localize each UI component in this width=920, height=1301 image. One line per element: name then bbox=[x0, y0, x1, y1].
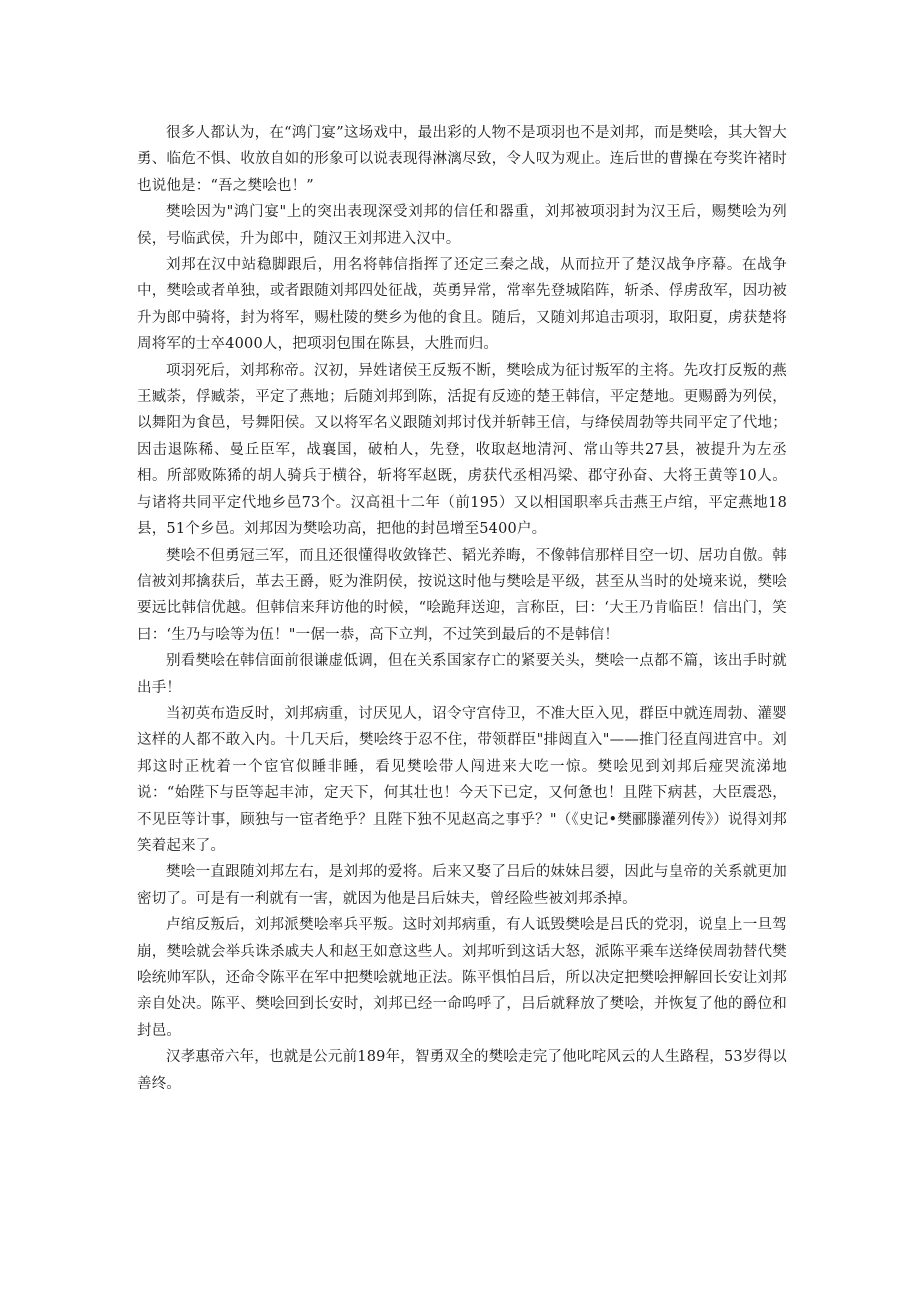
paragraph: 汉孝惠帝六年，也就是公元前189年，智勇双全的樊哙走完了他叱咤风云的人生路程，53岁得以善终。 bbox=[137, 1049, 787, 1092]
paragraph: 当初英布造反时，刘邦病重，讨厌见人，诏令守宫侍卫，不准大臣入见，群臣中就连周勃、灌婴这样的人都不敢入内。十几天后，樊哙终于忍不住，带领群臣"排闼直入"——推门径直闯进宫中。刘邦这时正枕着一个宦官似睡非睡，看见樊哙带人闯进来大吃一惊。樊哙见到刘邦后痖哭流涕地说：“始陛下与臣等起丰沛，定天下，何其壮也！今天下已定，又何惫也！且陛下病甚，大臣震恐，不见臣等计事，顾独与一宦者绝乎？且陛下独不见赵高之事乎？"（《史记•樊郦滕灌列传》）说得刘邦笑着起来了。 bbox=[137, 705, 787, 854]
paragraph: 别看樊哙在韩信面前很谦虚低调，但在关系国家存亡的紧要关头，樊哙一点都不篇，该出手时就出手！ bbox=[137, 653, 787, 696]
article-body bbox=[137, 120, 787, 1097]
paragraph: 卢绾反叛后，刘邦派樊哙率兵平叛。这时刘邦病重，有人诋毁樊哙是吕氏的党羽，说皇上一旦驾崩，樊哙就会举兵诛杀戚夫人和赵王如意这些人。刘邦听到这话大怒，派陈平乘车送绛侯周勃替代樊哙统帅军队，还命令陈平在军中把樊哙就地正法。陈平惧怕吕后，所以决定把樊哙押解回长安让刘邦亲自处决。陈平、樊哙回到长安时，刘邦已经一命呜呼了，吕后就释放了樊哙，并恢复了他的爵位和封邑。 bbox=[137, 917, 787, 1039]
paragraph: 樊哙因为"鸿门宴"上的突出表现深受刘邦的信任和器重，刘邦被项羽封为汉王后，赐樊哙为列侯，号临武侯，升为郎中，随汉王刘邦进入汉中。 bbox=[137, 204, 787, 247]
paragraph: 樊哙一直跟随刘邦左右，是刘邦的爱将。后来又娶了吕后的妹妹吕媭，因此与皇帝的关系就更加密切了。可是有一利就有一害，就因为他是吕后妹夫，曾经险些被刘邦杀掉。 bbox=[137, 864, 787, 907]
paragraph: 刘邦在汉中站稳脚跟后，用名将韩信指挥了还定三秦之战，从而拉开了楚汉战争序幕。在战争中，樊哙或者单独，或者跟随刘邦四处征战，英勇异常，常率先登城陷阵，斩杀、俘虏敌军，因功被升为郎中骑将，封为将军，赐杜陵的樊乡为他的食且。随后，又随刘邦追击项羽，取阳夏，虏获楚将周将军的士卒4000人，把项羽包围在陈县，大胜而归。 bbox=[137, 257, 787, 353]
paragraph: 项羽死后，刘邦称帝。汉初，异姓诸侯王反叛不断，樊哙成为征讨叛军的主将。先攻打反叛的燕王臧荼，俘臧荼，平定了燕地；后随刘邦到陈，活捉有反迹的楚王韩信，平定楚地。更赐爵为列侯，以舞阳为食邑，号舞阳侯。又以将军名义跟随刘邦讨伐并斩韩王信，与绛侯周勃等共同平定了代地；因击退陈稀、曼丘臣军，战襄国，破柏人，先登，收取赵地清河、常山等共27县，被提升为左丞相。所部败陈狶的胡人骑兵于横谷，斩将军赵既，虏获代丞相冯梁、郡守孙奋、大将王黄等10人。与诸将共同平定代地乡邑73个。汉高祖十二年（前195）又以相国职率兵击燕王卢绾，平定燕地18县，51个乡邑。刘邦因为樊哙功高，把他的封邑增至5400户。 bbox=[137, 362, 787, 538]
paragraph: 樊哙不但勇冠三军，而且还很懂得收敛锋芒、韬光养晦，不像韩信那样目空一切、居功自傲。韩信被刘邦擒获后，革去王爵，贬为淮阴侯，按说这时他与樊哙是平级，甚至从当时的处境来说，樊哙要远比韩信优越。但韩信来拜访他的时候，“哙跪拜送迎，言称臣，曰：‘大王乃肯临臣！信出门，笑曰：‘生乃与哙等为伍！"一倨一恭，高下立判，不过笑到最后的不是韩信！ bbox=[137, 547, 787, 643]
paragraph: 很多人都认为，在“鸿门宴”这场戏中，最出彩的人物不是项羽也不是刘邦，而是樊哙，其大智大勇、临危不惧、收放自如的形象可以说表现得淋漓尽致，令人叹为观止。连后世的曹操在夸奖许褚时也说他是：“吾之樊哙也！” bbox=[137, 125, 787, 194]
